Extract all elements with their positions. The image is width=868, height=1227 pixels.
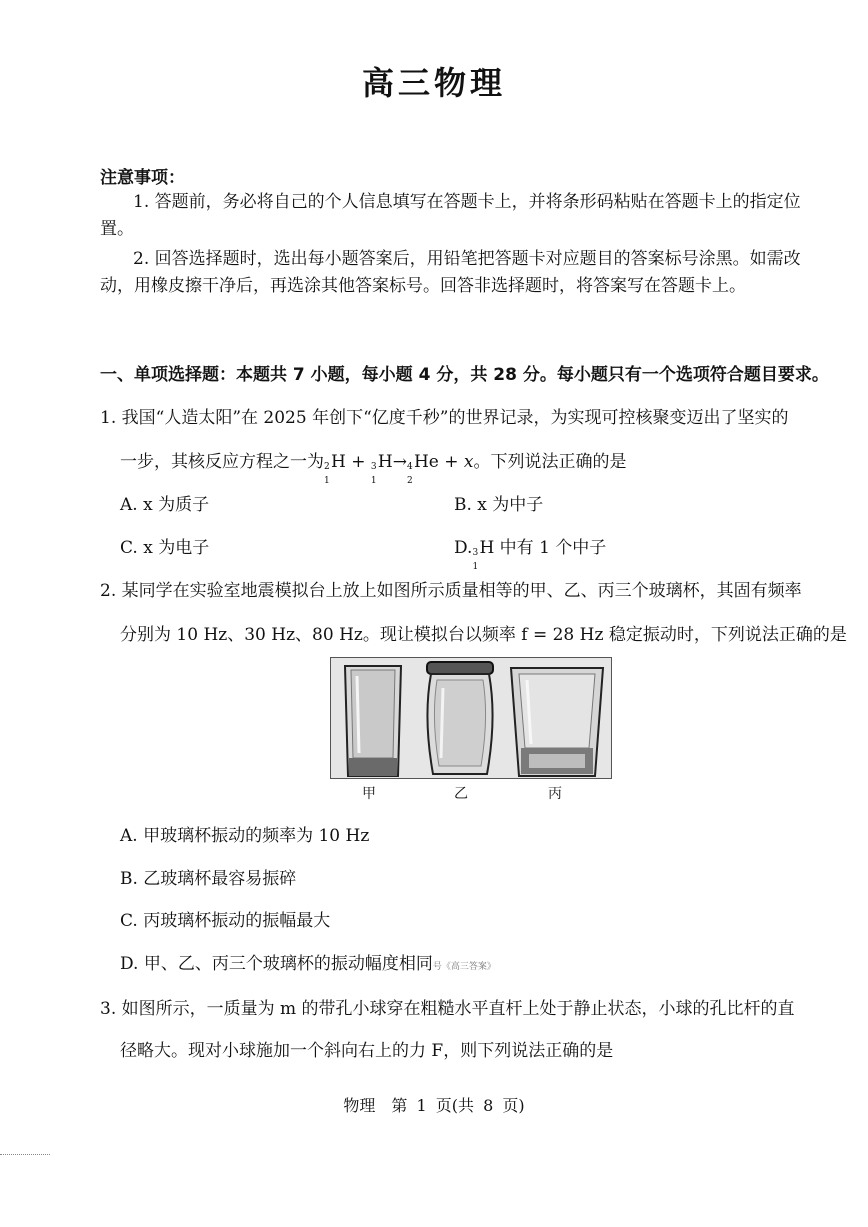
- q2-option-b: B. 乙玻璃杯最容易振碎: [120, 869, 297, 889]
- q1-option-c: C. x 为电子: [120, 538, 210, 558]
- q2-stem-line2: 分别为 10 Hz、30 Hz、80 Hz。现让模拟台以频率 f = 28 Hz 稳定振动时，下列说法正确的是: [120, 625, 847, 645]
- q1-stem-line2: [120, 447, 830, 486]
- margin-dots: [0, 1154, 50, 1156]
- glass-yi: [427, 662, 493, 774]
- glass-jia: [345, 666, 401, 776]
- caption-jia: 甲: [362, 786, 376, 802]
- q1-option-b: B. x 为中子: [454, 495, 544, 515]
- glasses-photo: [330, 657, 612, 779]
- q2-option-d: D. 甲、乙、丙三个玻璃杯的振动幅度相同号《高三答案》: [120, 954, 496, 974]
- q3-stem-line1: 3. 如图所示，一质量为 m 的带孔小球穿在粗糙水平直杆上处于静止状态，小球的孔比杆的直: [100, 999, 795, 1019]
- watermark-text: 号《高三答案》: [432, 962, 496, 972]
- notice-item-2: 2. 回答选择题时，选出每小题答案后，用铅笔把答题卡对应题目的答案标号涂黑。如需改动，用橡皮擦干净后，再选涂其他答案标号。回答非选择题时，将答案写在答题卡上。: [100, 249, 801, 296]
- q1-option-d: D. 3 1 H 中有 1 个中子: [454, 538, 607, 572]
- q1-stem-suffix: 。下列说法正确的是: [473, 452, 627, 472]
- caption-yi: 乙: [454, 786, 468, 802]
- glass-bing: [511, 668, 603, 776]
- nuclear-equation: 2 1 H + 3 1 H→ 4 2 He + x: [324, 452, 474, 486]
- q2-option-a: A. 甲玻璃杯振动的频率为 10 Hz: [120, 826, 370, 846]
- section-heading: 一、单项选择题：本题共 7 小题，每小题 4 分，共 28 分。每小题只有一个选项符合题目要求。: [100, 365, 829, 385]
- q1-option-a: A. x 为质子: [120, 495, 210, 515]
- glasses-illustration: [331, 658, 611, 778]
- q2-stem-line1: 2. 某同学在实验室地震模拟台上放上如图所示质量相等的甲、乙、丙三个玻璃杯，其固有频率: [100, 581, 802, 601]
- page-footer: 物理 第 1 页(共 8 页): [343, 1096, 525, 1115]
- page-title: 高三物理: [361, 64, 506, 102]
- q3-stem-line2: 径略大。现对小球施加一个斜向右上的力 F，则下列说法正确的是: [120, 1041, 614, 1061]
- notice-heading: 注意事项：: [100, 168, 185, 188]
- notice-item-1: 1. 答题前，务必将自己的个人信息填写在答题卡上，并将条形码粘贴在答题卡上的指定位置。: [100, 192, 801, 239]
- caption-bing: 丙: [548, 786, 562, 802]
- q2-option-c: C. 丙玻璃杯振动的振幅最大: [120, 911, 331, 931]
- q1-stem-prefix: 一步，其核反应方程之一为: [120, 452, 324, 472]
- q1-stem-line1: 1. 我国“人造太阳”在 2025 年创下“亿度千秒”的世界记录，为实现可控核聚变迈出了坚实的: [100, 408, 789, 428]
